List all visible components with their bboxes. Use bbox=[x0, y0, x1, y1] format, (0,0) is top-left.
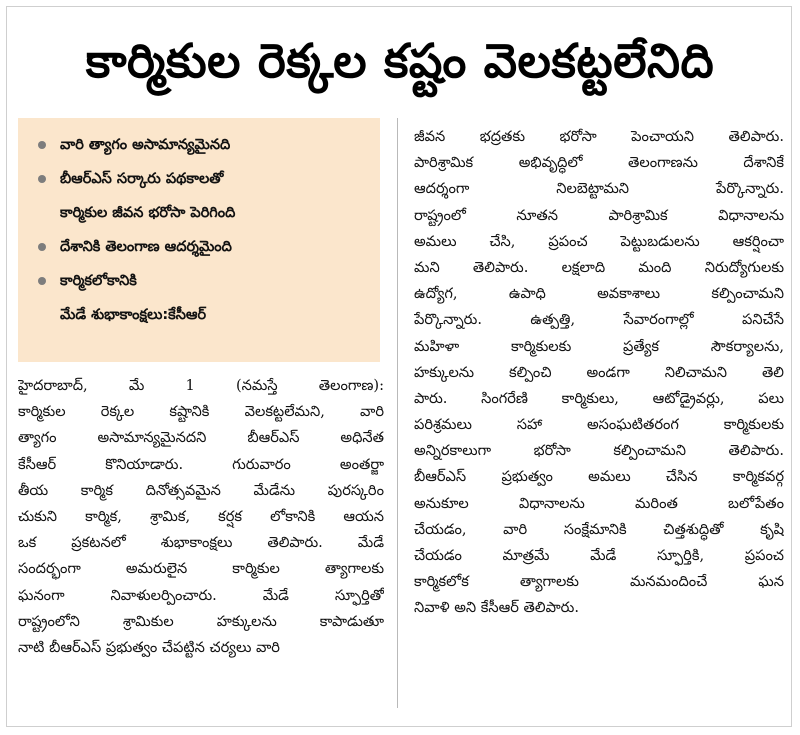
body-text-line: సందర్భంగా అమరులైన కార్మికుల త్యాగాలకు bbox=[18, 560, 384, 578]
body-text-line: ఒక ప్రకటనలో శుభాకాంక్షలు తెలిపారు. మేడే bbox=[18, 534, 384, 552]
highlight-item bbox=[36, 162, 368, 230]
body-text-line: కార్మికుల రెక్కల కష్టానికి వెలకట్టలేమని, వారి bbox=[18, 403, 384, 421]
body-text-line: చేయడం, వారి సంక్షేమానికి చిత్తశుద్ధితో కృషి bbox=[414, 520, 784, 538]
highlight-line: కార్మికలోకానికి bbox=[60, 273, 137, 289]
body-text-line: పారిశ్రామిక అభివృద్ధిలో తెలంగాణను దేశానికే bbox=[414, 154, 784, 172]
body-text-line: మహిళా కార్మికులకు ప్రత్యేక సౌకర్యాలను, bbox=[414, 337, 784, 355]
body-text-line: పరిశ్రమలు సహా అసంఘటితరంగ కార్మికులకు bbox=[414, 416, 784, 434]
highlight-line: దేశానికి తెలంగాణ ఆదర్శమైంది bbox=[60, 239, 232, 255]
body-text-line: అమలు చేసి, ప్రపంచ పెట్టుబడులను ఆకర్షించా bbox=[414, 232, 784, 250]
body-text-line: బీఆర్‌ఎస్ ప్రభుత్వం అమలు చేసిన కార్మికవర్గ bbox=[414, 468, 784, 486]
highlight-item bbox=[36, 264, 368, 332]
bullet-dot-icon bbox=[38, 141, 46, 149]
body-text-line: ఘనంగా నివాళులర్పించారు. మేడే స్ఫూర్తితో bbox=[18, 586, 384, 604]
bullet-dot-icon bbox=[38, 277, 46, 285]
body-text-line: నాటి బీఆర్‌ఎస్ ప్రభుత్వం చేపట్టిన చర్యలు వారి bbox=[18, 638, 280, 656]
body-text-line: త్యాగం అసామాన్యమైనదని బీఆర్‌ఎస్ అధినేత bbox=[18, 429, 384, 447]
highlight-line: కార్మికుల జీవన భరోసా పెరిగింది bbox=[60, 205, 236, 221]
column-divider bbox=[397, 118, 398, 708]
body-text-line: హైదరాబాద్, మే 1 (నమస్తే తెలంగాణ): bbox=[18, 377, 384, 394]
article-column-right bbox=[414, 124, 784, 622]
body-text-line: అన్నిరకాలుగా భరోసా కల్పించామని తెలిపారు. bbox=[414, 442, 784, 460]
highlight-line: బీఆర్‌ఎస్ సర్కారు పథకాలతో bbox=[60, 171, 224, 187]
highlight-item bbox=[36, 128, 368, 162]
body-text-line: చేయడం మాత్రమే మేడే స్ఫూర్తికి, ప్రపంచ bbox=[414, 547, 784, 564]
highlights-box bbox=[18, 118, 380, 362]
body-text-line: తీయ కార్మిక దినోత్సవమైన మేడేను పురస్కరిం bbox=[18, 481, 384, 499]
body-text-line: మని తెలిపారు. లక్షలాది మంది నిరుద్యోగులకు bbox=[414, 258, 784, 276]
body-text-line: ఉద్యోగ, ఉపాధి అవకాశాలు కల్పించామని bbox=[414, 285, 784, 303]
bullet-dot-icon bbox=[38, 175, 46, 183]
headline: కార్మికుల రెక్కల కష్టం వెలకట్టలేనిది bbox=[85, 34, 715, 89]
body-text-line: కేసీఆర్ కొనియాడారు. గురువారం అంతర్జా bbox=[18, 455, 384, 473]
body-text-line: చుకుని కార్మిక, శ్రామిక, కర్షక లోకానికి ఆయన bbox=[18, 507, 384, 525]
body-text-line: రాష్ట్రంలో నూతన పారిశ్రామిక విధానాలను bbox=[414, 206, 784, 224]
body-text-line: రాష్ట్రంలోని శ్రామికుల హక్కులను కాపాడుతూ bbox=[18, 612, 384, 630]
highlight-line: మేడే శుభాకాంక్షలు:కేసీఆర్ bbox=[60, 307, 207, 323]
body-text-line: పేర్కొన్నారు. ఉత్పత్తి, సేవారంగాల్లో పనిచేసే bbox=[414, 311, 784, 329]
body-text-line: జీవన భద్రతకు భరోసా పెంచాయని తెలిపారు. bbox=[414, 128, 784, 145]
body-text-line: కార్మికలోక త్యాగాలకు మనమందించే ఘన bbox=[414, 573, 784, 591]
body-text-line: అనుకూల విధానాలను మరింత బలోపేతం bbox=[414, 494, 784, 512]
bullet-dot-icon bbox=[38, 243, 46, 251]
highlight-line: వారి త్యాగం అసామాన్యమైనది bbox=[60, 137, 231, 153]
article-column-left bbox=[18, 373, 384, 661]
highlight-item bbox=[36, 230, 368, 264]
body-text-line: హక్కులను కల్పించి అండగా నిలిచామని తెలి bbox=[414, 363, 784, 381]
body-text-line: పారు. సింగరేణి కార్మికులు, ఆటోడ్రైవర్లు, పలు bbox=[414, 389, 784, 407]
body-text-line: నివాళి అని కేసీఆర్ తెలిపారు. bbox=[414, 599, 579, 617]
body-text-line: ఆదర్శంగా నిలబెట్టామని పేర్కొన్నారు. bbox=[414, 180, 784, 198]
